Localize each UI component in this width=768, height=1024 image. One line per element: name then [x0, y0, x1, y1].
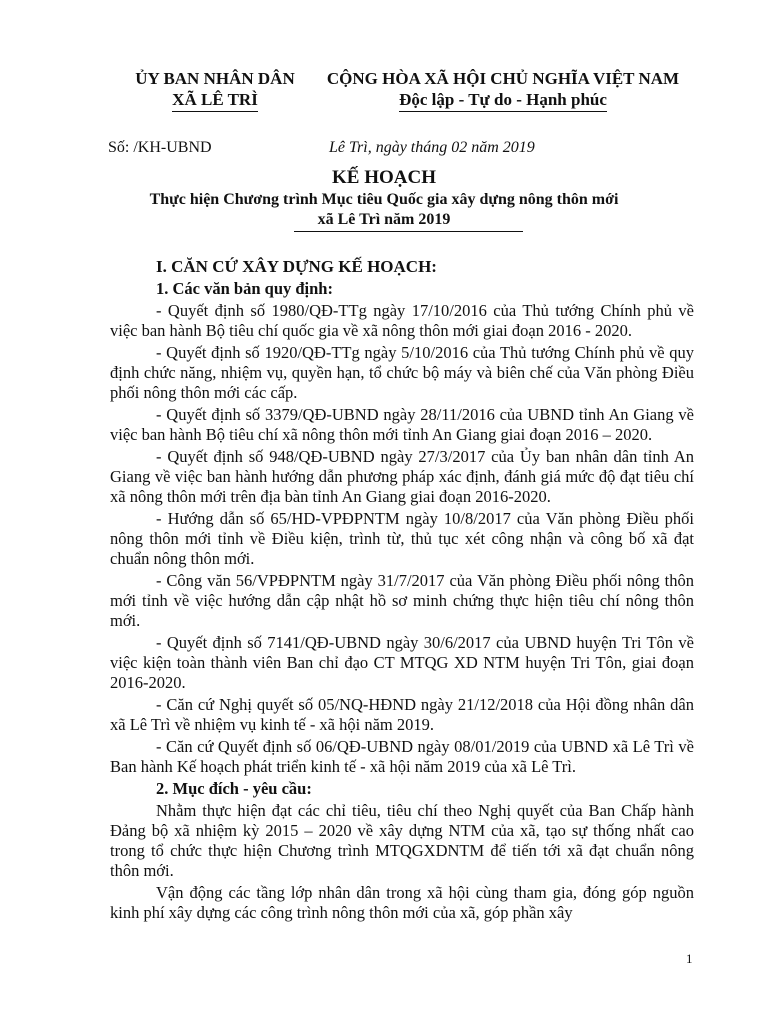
page-number: 1: [686, 951, 693, 966]
document-body: [110, 257, 694, 925]
document-subtitle: [0, 190, 768, 230]
list-item: - Quyết định số 7141/QĐ-UBND ngày 30/6/2017 của UBND huyện Tri Tôn về việc kiện toàn thành viên Ban chỉ đạo CT MTQG XD NTM huyện Tri Tôn, giai đoạn 2016-2020.: [110, 633, 694, 692]
body-paragraph: Vận động các tầng lớp nhân dân trong xã hội cùng tham gia, đóng góp nguồn kinh phí xây dựng các công trình nông thôn mới của xã, góp phần xây: [110, 883, 694, 922]
country-name: CỘNG HÒA XÃ HỘI CHỦ NGHĨA VIỆT NAM: [326, 69, 680, 88]
subsection-heading: 2. Mục đích - yêu cầu:: [156, 779, 312, 798]
list-item: - Quyết định số 948/QĐ-UBND ngày 27/3/2017 của Ủy ban nhân dân tỉnh An Giang về việc ban hành hướng dẫn phương pháp xác định, đánh giá mức độ đạt tiêu chí xã nông thôn mới trên địa bàn tỉnh An Giang giai đoạn 2016-2020.: [110, 447, 694, 506]
document-number: Số: /KH-UBND: [108, 139, 212, 156]
subsection-heading: 1. Các văn bản quy định:: [156, 279, 333, 298]
title-divider: [294, 231, 523, 232]
list-item: - Căn cứ Nghị quyết số 05/NQ-HĐND ngày 21/12/2018 của Hội đồng nhân dân xã Lê Trì về nhiệm vụ kinh tế - xã hội năm 2019.: [110, 695, 694, 734]
authority-name: ỦY BAN NHÂN DÂN: [135, 69, 295, 88]
motto: Độc lập - Tự do - Hạnh phúc: [399, 89, 607, 112]
list-item: - Công văn 56/VPĐPNTM ngày 31/7/2017 của Văn phòng Điều phối nông thôn mới tỉnh về việc hướng dẫn cập nhật hồ sơ minh chứng thực hiện tiêu chí nông thôn mới.: [110, 571, 694, 630]
list-item: - Căn cứ Quyết định số 06/QĐ-UBND ngày 08/01/2019 của UBND xã Lê Trì về Ban hành Kế hoạch phát triển kinh tế - xã hội năm 2019 của xã Lê Trì.: [110, 737, 694, 776]
document-date: Lê Trì, ngày tháng 02 năm 2019: [329, 139, 535, 156]
section-heading: I. CĂN CỨ XÂY DỰNG KẾ HOẠCH:: [156, 257, 437, 276]
document-title: KẾ HOẠCH: [332, 167, 436, 188]
issuing-authority: [120, 68, 310, 112]
list-item: - Quyết định số 3379/QĐ-UBND ngày 28/11/2016 của UBND tỉnh An Giang về việc ban hành Bộ tiêu chí xã nông thôn mới tỉnh An Giang giai đoạn 2016 – 2020.: [110, 405, 694, 444]
list-item: - Hướng dẫn số 65/HD-VPĐPNTM ngày 10/8/2017 của Văn phòng Điều phối nông thôn mới tỉnh về Điều kiện, trình từ, thủ tục xét công nhận và công bố xã đạt chuẩn nông thôn mới.: [110, 509, 694, 568]
national-motto: [318, 68, 688, 112]
list-item: - Quyết định số 1980/QĐ-TTg ngày 17/10/2016 của Thủ tướng Chính phủ về việc ban hành Bộ tiêu chí quốc gia về xã nông thôn mới giai đoạn 2016 - 2020.: [110, 301, 694, 340]
list-item: - Quyết định số 1920/QĐ-TTg ngày 5/10/2016 của Thủ tướng Chính phủ về quy định chức năng, nhiệm vụ, quyền hạn, tổ chức bộ máy và biên chế của Văn phòng Điều phối nông thôn mới các cấp.: [110, 343, 694, 402]
body-paragraph: Nhằm thực hiện đạt các chỉ tiêu, tiêu chí theo Nghị quyết của Ban Chấp hành Đảng bộ xã nhiệm kỳ 2015 – 2020 về xây dựng NTM của xã, tạo sự thống nhất cao trong tổ chức thực hiện Chương trình MTQGXDNTM để tiến tới xã đạt chuẩn nông thôn mới.: [110, 801, 694, 880]
subtitle-line-1: Thực hiện Chương trình Mục tiêu Quốc gia xây dựng nông thôn mới: [149, 191, 619, 208]
subtitle-line-2: xã Lê Trì năm 2019: [317, 211, 451, 228]
authority-commune: XÃ LÊ TRÌ: [172, 89, 258, 112]
